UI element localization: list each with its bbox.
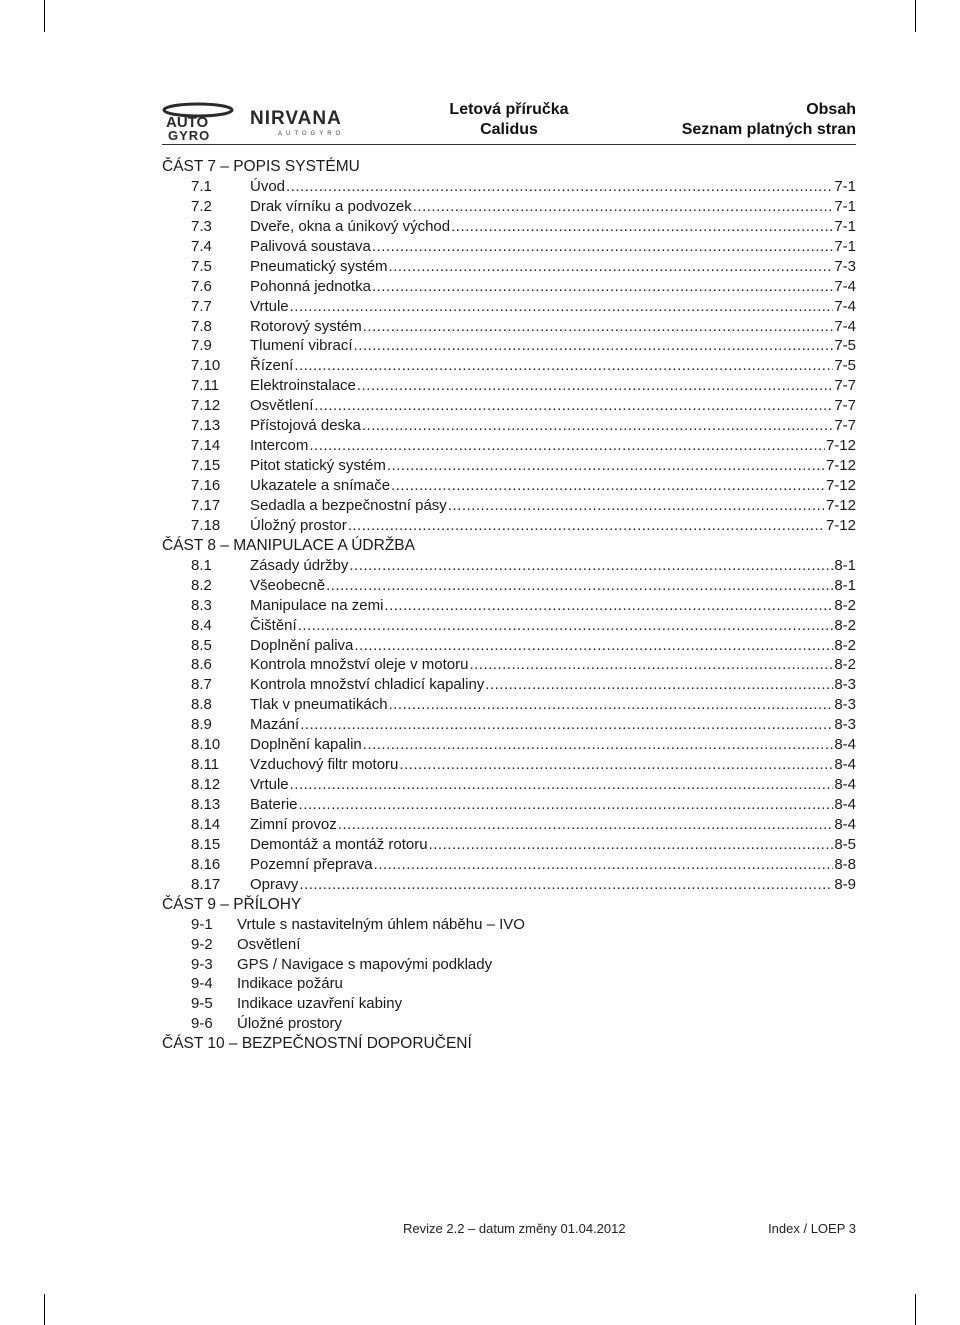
toc-dot-leader — [290, 297, 834, 317]
toc-entry-title: Pneumatický systém — [250, 257, 388, 275]
toc-dot-leader — [372, 237, 833, 257]
toc-entry[interactable] — [162, 875, 856, 895]
toc-entry[interactable] — [162, 396, 856, 416]
toc-section-heading: ČÁST 9 – PŘÍLOHY — [162, 895, 302, 913]
toc-entry-number: 8.6 — [191, 656, 212, 674]
toc-entry[interactable] — [162, 237, 856, 257]
toc-dot-leader — [290, 775, 834, 795]
toc-entry[interactable] — [162, 835, 856, 855]
toc-entry-number: 8.14 — [191, 815, 221, 833]
toc-entry-page: 7-3 — [834, 257, 856, 275]
toc-entry[interactable] — [162, 755, 856, 775]
appendix-entry[interactable] — [162, 935, 856, 955]
toc-entry-page: 8-2 — [834, 596, 856, 614]
toc-entry[interactable] — [162, 675, 856, 695]
toc-entry-number: 8.15 — [191, 835, 221, 853]
toc-dot-leader — [389, 257, 834, 277]
toc-entry-page: 7-12 — [825, 516, 856, 534]
toc-entry-page: 7-12 — [825, 496, 856, 514]
toc-entry-title: Pitot statický systém — [250, 457, 386, 475]
toc-entry-title: Osvětlení — [250, 397, 314, 415]
toc-entry-page: 8-2 — [834, 656, 856, 674]
toc-entry[interactable] — [162, 715, 856, 735]
toc-entry-title: Řízení — [250, 357, 294, 375]
toc-entry-title: Úložný prostor — [250, 516, 347, 534]
toc-dot-leader — [354, 636, 833, 656]
toc-dot-leader — [399, 755, 833, 775]
toc-section-heading: ČÁST 10 – BEZPEČNOSTNÍ DOPORUČENÍ — [162, 1035, 472, 1053]
toc-entry-number: 7.6 — [191, 277, 212, 295]
toc-entry-page: 8-2 — [834, 616, 856, 634]
toc-entry[interactable] — [162, 297, 856, 317]
toc-entry-title: Tlumení vibrací — [250, 337, 353, 355]
toc-entry-title: Baterie — [250, 796, 298, 813]
nirvana-logo — [250, 104, 370, 136]
toc-entry[interactable] — [162, 855, 856, 875]
toc-entry[interactable] — [162, 655, 856, 675]
toc-entry[interactable] — [162, 516, 856, 536]
appendix-title: Indikace požáru — [237, 975, 343, 993]
aircraft-model: Calidus — [480, 121, 538, 138]
page-index: Index / LOEP 3 — [768, 1221, 856, 1236]
toc-section-heading: ČÁST 7 – POPIS SYSTÉMU — [162, 158, 360, 175]
toc-dot-leader — [413, 197, 834, 217]
toc-entry[interactable] — [162, 257, 856, 277]
toc-entry-page: 8-4 — [834, 815, 856, 833]
toc-entry-title: Palivová soustava — [250, 237, 371, 255]
toc-entry-page: 8-4 — [834, 756, 856, 774]
toc-entry[interactable] — [162, 317, 856, 337]
toc-section-heading: ČÁST 8 – MANIPULACE A ÚDRŽBA — [162, 536, 415, 554]
toc-dot-leader — [338, 815, 834, 835]
toc-entry-title: Manipulace na zemi — [250, 596, 384, 614]
toc-entry-number: 7.16 — [191, 477, 221, 494]
toc-dot-leader — [286, 177, 833, 197]
toc-entry-title: Doplnění kapalin — [250, 736, 362, 754]
appendix-title: Osvětlení — [237, 935, 301, 953]
toc-entry-page: 7-7 — [834, 397, 856, 415]
toc-entry-number: 7.9 — [191, 337, 212, 355]
toc-entry-title: Všeobecně — [250, 576, 326, 594]
toc-dot-leader — [326, 576, 833, 596]
appendix-number: 9-5 — [191, 995, 213, 1013]
toc-entry[interactable] — [162, 277, 856, 297]
appendix-number: 9-3 — [191, 955, 213, 973]
toc-entry-title: Demontáž a montáž rotoru — [250, 835, 428, 853]
toc-entry-page: 8-1 — [834, 576, 856, 594]
toc-entry-page: 8-8 — [834, 855, 856, 873]
toc-dot-leader — [372, 277, 833, 297]
toc-entry[interactable] — [162, 735, 856, 755]
toc-dot-leader — [374, 855, 834, 875]
toc-dot-leader — [294, 356, 833, 376]
toc-entry-title: Dveře, okna a únikový východ — [250, 217, 451, 235]
toc-dot-leader — [363, 735, 834, 755]
toc-entry-title: Elektroinstalace — [250, 377, 356, 395]
toc-dot-leader — [299, 875, 833, 895]
crop-mark-top-right — [915, 0, 916, 32]
toc-entry-title: Drak vírníku a podvozek — [250, 197, 412, 215]
toc-entry[interactable] — [162, 217, 856, 237]
toc-entry[interactable] — [162, 456, 856, 476]
svg-text:NIRVANA: NIRVANA — [250, 108, 342, 129]
toc-entry-number: 8.8 — [191, 696, 212, 714]
toc-section-9-list — [162, 915, 856, 1035]
svg-text:AUTOGYRO: AUTOGYRO — [278, 131, 345, 136]
toc-entry[interactable] — [162, 695, 856, 715]
crop-mark-bottom-right — [915, 1294, 916, 1325]
toc-dot-leader — [469, 655, 833, 675]
toc-entry-number: 8.10 — [191, 736, 221, 754]
appendix-title: Úložné prostory — [237, 1015, 343, 1033]
toc-entry-number: 8.4 — [191, 616, 212, 634]
toc-entry-title: Mazání — [250, 716, 300, 734]
toc-entry[interactable] — [162, 795, 856, 815]
toc-entry-page: 8-1 — [834, 556, 856, 574]
toc-entry-title: Vrtule — [250, 776, 289, 794]
toc-entry-page: 8-9 — [834, 875, 856, 893]
toc-entry-page: 8-5 — [834, 835, 856, 853]
toc-entry[interactable] — [162, 496, 856, 516]
crop-mark-top-left — [44, 0, 45, 32]
toc-entry-number: 7.12 — [191, 397, 221, 415]
toc-entry-number: 7.10 — [191, 357, 221, 375]
toc-dot-leader — [300, 715, 833, 735]
toc-entry-title: Pohonná jednotka — [250, 277, 371, 295]
toc-entry-number: 7.8 — [191, 317, 212, 335]
toc-entry-page: 8-3 — [834, 716, 856, 734]
toc-entry-title: Sedadla a bezpečnostní pásy — [250, 496, 447, 514]
toc-entry-page: 8-4 — [834, 776, 856, 794]
toc-entry[interactable] — [162, 416, 856, 436]
toc-entry-number: 8.1 — [191, 556, 212, 574]
toc-dot-leader — [448, 496, 825, 516]
toc-entry-page: 7-1 — [834, 177, 856, 195]
manual-title — [424, 100, 594, 140]
section-name: Obsah — [806, 101, 856, 118]
header-divider — [162, 144, 856, 145]
toc-entry-page: 7-7 — [834, 417, 856, 435]
appendix-entry[interactable] — [162, 955, 856, 975]
appendix-number: 9-4 — [191, 975, 213, 993]
toc-entry-number: 7.14 — [191, 437, 221, 455]
toc-entry[interactable] — [162, 177, 856, 197]
toc-entry-number: 7.5 — [191, 257, 212, 275]
crop-mark-bottom-left — [44, 1294, 45, 1325]
toc-entry-title: Kontrola množství oleje v motoru — [250, 656, 469, 674]
toc-entry-title: Vrtule — [250, 297, 289, 315]
toc-entry-page: 8-3 — [834, 676, 856, 694]
toc-entry-number: 7.17 — [191, 496, 221, 514]
appendix-number: 9-1 — [191, 915, 213, 933]
toc-dot-leader — [391, 476, 825, 496]
toc-entry[interactable] — [162, 197, 856, 217]
toc-dot-leader — [387, 456, 825, 476]
toc-entry-title: Kontrola množství chladicí kapaliny — [250, 676, 485, 694]
toc-entry-title: Přístojová deska — [250, 417, 361, 435]
toc-entry[interactable] — [162, 775, 856, 795]
toc-entry-title: Intercom — [250, 437, 309, 455]
appendix-title: Indikace uzavření kabiny — [237, 995, 403, 1013]
toc-dot-leader — [349, 556, 833, 576]
toc-dot-leader — [314, 396, 833, 416]
appendix-title: GPS / Navigace s mapovými podklady — [237, 955, 493, 973]
toc-entry-page: 7-1 — [834, 197, 856, 215]
toc-entry-page: 7-12 — [825, 437, 856, 455]
toc-entry-title: Vzduchový filtr motoru — [250, 756, 399, 774]
toc-entry-number: 8.5 — [191, 636, 212, 654]
toc-entry-number: 8.16 — [191, 855, 221, 873]
toc-entry-title: Zásady údržby — [250, 556, 349, 574]
toc-entry[interactable] — [162, 356, 856, 376]
toc-entry-title: Rotorový systém — [250, 317, 362, 335]
toc-entry-page: 7-4 — [834, 317, 856, 335]
toc-entry-number: 8.7 — [191, 676, 212, 694]
svg-text:AUTO: AUTO — [166, 114, 209, 131]
toc-entry-title: Tlak v pneumatikách — [250, 696, 388, 714]
toc-entry-page: 7-5 — [834, 337, 856, 355]
table-of-contents — [162, 157, 856, 1054]
toc-entry[interactable] — [162, 436, 856, 456]
appendix-entry[interactable] — [162, 915, 856, 935]
toc-entry-title: Opravy — [250, 875, 299, 893]
toc-dot-leader — [451, 217, 833, 237]
toc-section-8-list — [162, 556, 856, 895]
toc-entry-number: 8.17 — [191, 875, 221, 893]
toc-dot-leader — [485, 675, 833, 695]
toc-entry-page: 7-1 — [834, 217, 856, 235]
toc-entry-number: 7.4 — [191, 237, 212, 255]
autogyro-logo — [162, 100, 240, 142]
toc-entry[interactable] — [162, 636, 856, 656]
toc-dot-leader — [299, 795, 834, 815]
svg-text:GYRO: GYRO — [168, 128, 211, 142]
toc-entry-page: 8-4 — [834, 736, 856, 754]
toc-dot-leader — [384, 596, 833, 616]
toc-entry[interactable] — [162, 556, 856, 576]
toc-entry[interactable] — [162, 616, 856, 636]
appendix-number: 9-2 — [191, 935, 213, 953]
toc-entry-number: 8.2 — [191, 576, 212, 594]
toc-entry-number: 7.3 — [191, 217, 212, 235]
page-header — [162, 96, 856, 144]
toc-dot-leader — [429, 835, 834, 855]
appendix-number: 9-6 — [191, 1015, 213, 1033]
appendix-entry[interactable] — [162, 974, 856, 994]
toc-dot-leader — [354, 336, 834, 356]
toc-dot-leader — [362, 416, 833, 436]
toc-dot-leader — [298, 616, 834, 636]
revision-info: Revize 2.2 – datum změny 01.04.2012 — [403, 1221, 626, 1236]
toc-entry-page: 8-4 — [834, 796, 856, 813]
appendix-title: Vrtule s nastavitelným úhlem náběhu – IVO — [237, 915, 525, 933]
toc-entry[interactable] — [162, 596, 856, 616]
toc-entry-number: 7.13 — [191, 417, 221, 435]
toc-entry-page: 7-1 — [834, 237, 856, 255]
toc-entry-page: 7-12 — [825, 457, 856, 475]
toc-entry-number: 8.9 — [191, 716, 212, 734]
toc-dot-leader — [357, 376, 833, 396]
toc-entry-number: 8.13 — [191, 796, 221, 813]
toc-entry-number: 7.15 — [191, 457, 221, 475]
appendix-entry[interactable] — [162, 1014, 856, 1034]
toc-entry-number: 8.12 — [191, 776, 221, 794]
toc-entry-page: 7-12 — [825, 477, 856, 494]
toc-entry-page: 7-5 — [834, 357, 856, 375]
toc-entry[interactable] — [162, 815, 856, 835]
toc-entry-page: 8-3 — [834, 696, 856, 714]
toc-dot-leader — [348, 516, 825, 536]
appendix-entry[interactable] — [162, 994, 856, 1014]
toc-entry-page: 7-7 — [834, 377, 856, 395]
toc-entry[interactable] — [162, 476, 856, 496]
toc-entry-title: Zimní provoz — [250, 815, 337, 833]
toc-entry[interactable] — [162, 376, 856, 396]
toc-entry[interactable] — [162, 336, 856, 356]
toc-entry-number: 7.11 — [191, 377, 220, 395]
toc-entry-title: Ukazatele a snímače — [250, 477, 391, 494]
toc-entry-page: 8-2 — [834, 636, 856, 654]
toc-dot-leader — [389, 695, 834, 715]
toc-entry-page: 7-4 — [834, 297, 856, 315]
section-title — [682, 100, 856, 140]
toc-entry-title: Pozemní přeprava — [250, 855, 373, 873]
toc-entry-number: 8.3 — [191, 596, 212, 614]
section-subtitle: Seznam platných stran — [681, 121, 856, 138]
toc-entry[interactable] — [162, 576, 856, 596]
toc-entry-title: Úvod — [250, 177, 286, 195]
toc-entry-number: 7.18 — [191, 516, 221, 534]
toc-entry-page: 7-4 — [834, 277, 856, 295]
toc-dot-leader — [363, 317, 834, 337]
toc-entry-number: 8.11 — [191, 756, 220, 774]
toc-section-7-list — [162, 177, 856, 536]
toc-entry-title: Doplnění paliva — [250, 636, 354, 654]
toc-entry-title: Čištění — [250, 616, 297, 634]
toc-entry-number: 7.2 — [191, 197, 212, 215]
toc-dot-leader — [309, 436, 825, 456]
toc-entry-number: 7.1 — [191, 177, 212, 195]
toc-entry-number: 7.7 — [191, 297, 212, 315]
manual-name: Letová příručka — [449, 101, 569, 118]
